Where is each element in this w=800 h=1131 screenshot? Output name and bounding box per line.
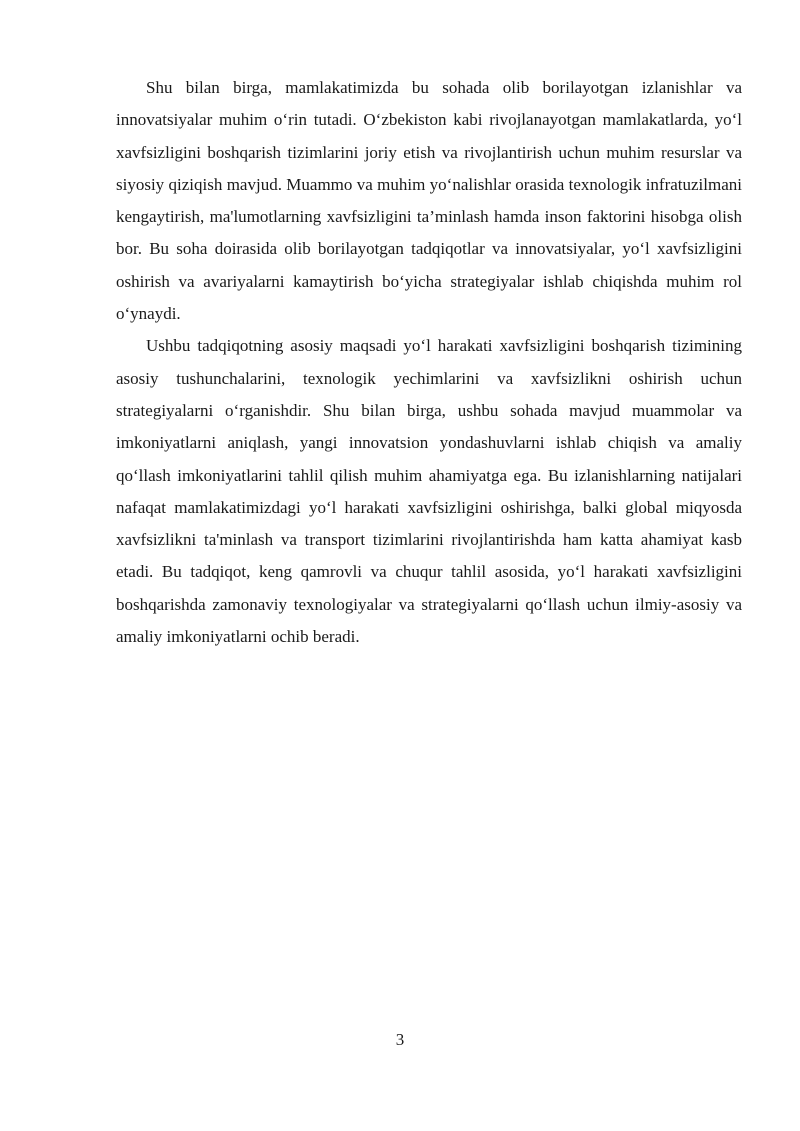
page-number: 3 (395, 1030, 405, 1049)
body-text (116, 72, 742, 653)
paragraph-1: Shu bilan birga, mamlakatimizda bu sohada olib borilayotgan izlanishlar va innovatsiyalar muhim o‘rin tutadi. O‘zbekiston kabi rivojlanayotgan mamlakatlarda, yo‘l xavfsizligini boshqarish tizimlarini joriy etish va rivojlantirish uchun muhim resurslar va siyosiy qiziqish mavjud. Muammo va muhim yo‘nalishlar orasida texnologik infratuzilmani kengaytirish, ma'lumotlarning xavfsizligini ta’minlash hamda inson faktorini hisobga olish bor. Bu soha doirasida olib borilayotgan tadqiqotlar va innovatsiyalar, yo‘l xavfsizligini oshirish va avariyalarni kamaytirish bo‘yicha strategiyalar ishlab chiqishda muhim rol o‘ynaydi. (116, 78, 742, 324)
paragraph-2: Ushbu tadqiqotning asosiy maqsadi yo‘l harakati xavfsizligini boshqarish tizimining asosiy tushunchalarini, texnologik yechimlarini va xavfsizlikni oshirish uchun strategiyalarni o‘rganishdir. Shu bilan birga, ushbu sohada mavjud muammolar va imkoniyatlarni aniqlash, yangi innovatsion yondashuvlarni ishlab chiqish va amaliy qo‘llash imkoniyatlarini tahlil qilish muhim ahamiyatga ega. Bu izlanishlarning natijalari nafaqat mamlakatimizdagi yo‘l harakati xavfsizligini oshirishga, balki global miqyosda xavfsizlikni ta'minlash va transport tizimlarini rivojlantirishda ham katta ahamiyat kasb etadi. Bu tadqiqot, keng qamrovli va chuqur tahlil asosida, yo‘l harakati xavfsizligini boshqarishda zamonaviy texnologiyalar va strategiyalarni qo‘llash uchun ilmiy-asosiy va amaliy imkoniyatlarni ochib beradi. (116, 336, 742, 647)
